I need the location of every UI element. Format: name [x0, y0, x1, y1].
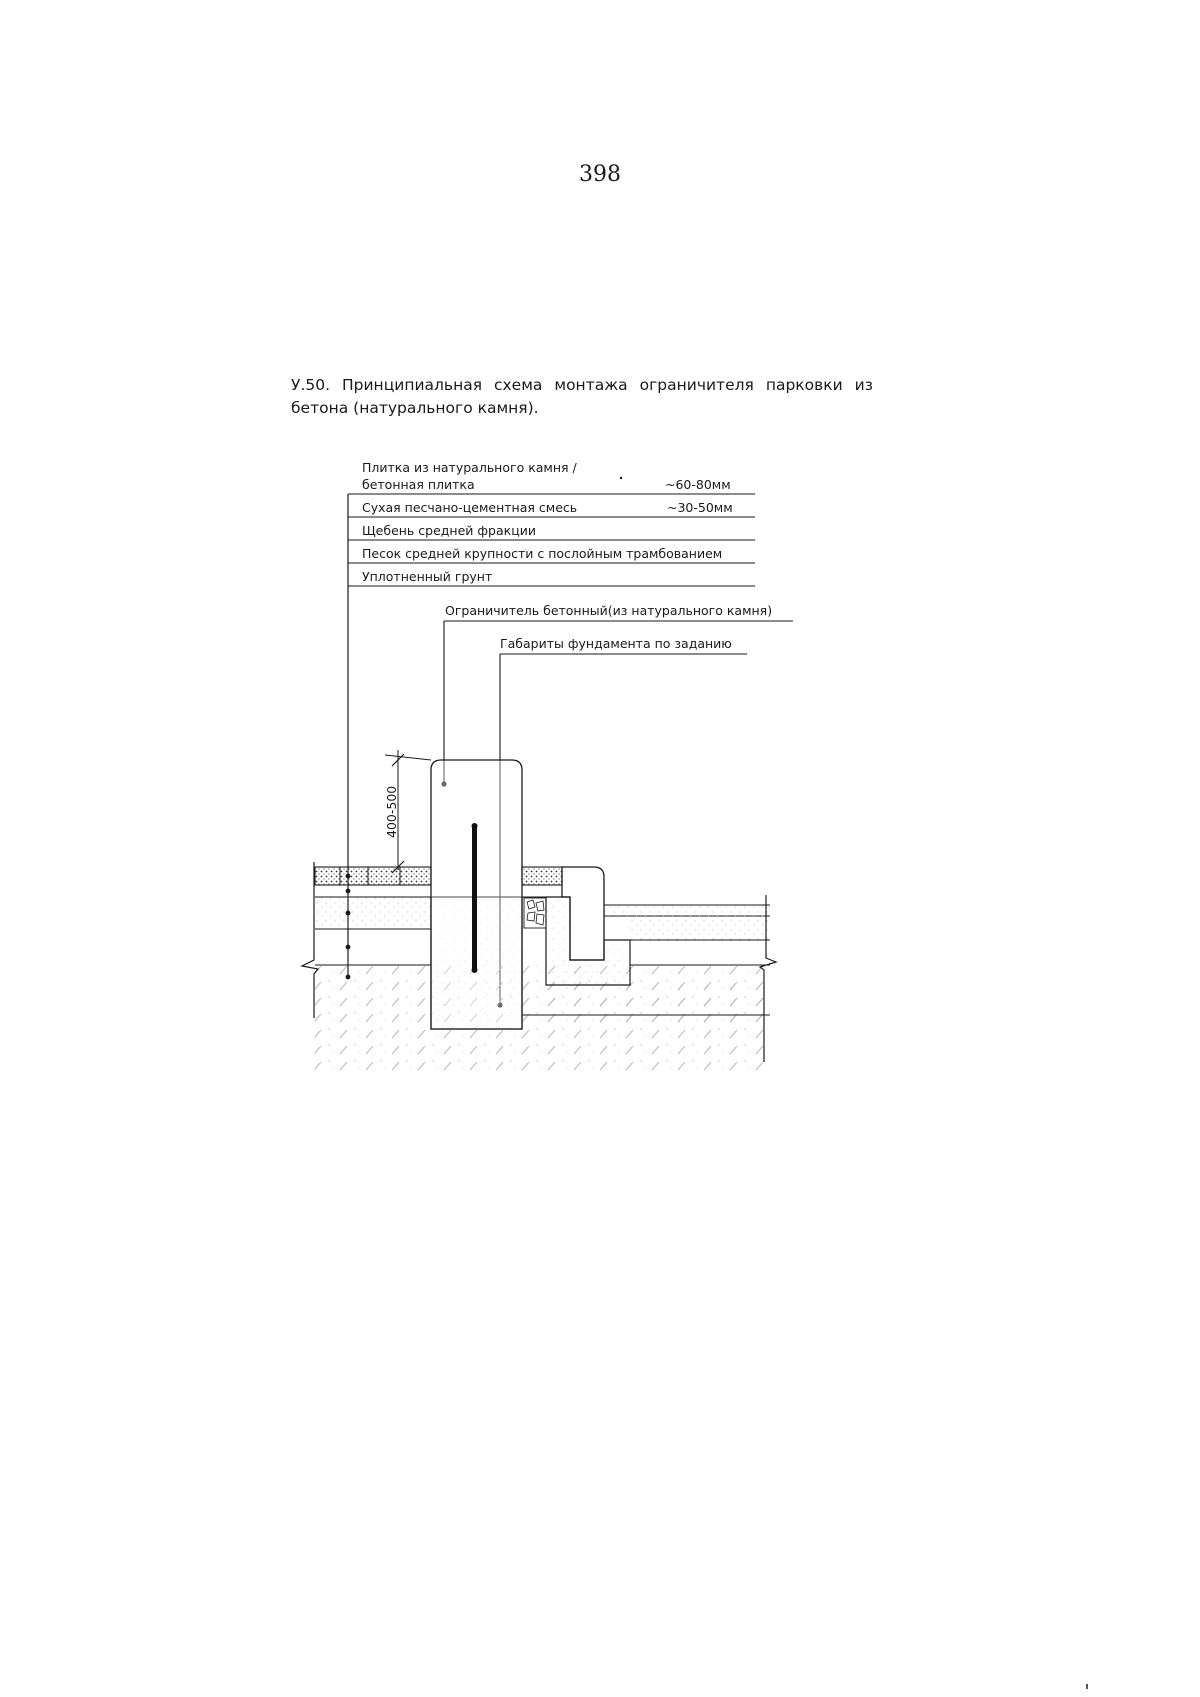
tile-layer-right	[522, 867, 562, 885]
foundation-callout-label: Габариты фундамента по заданию	[500, 636, 732, 651]
layer-dot-mix	[346, 889, 351, 894]
layer-sand-label: Песок средней крупности с послойным трамбованием	[362, 546, 723, 561]
layer-gravel-label: Щебень средней фракции	[362, 523, 536, 538]
rebar	[472, 826, 477, 970]
cross-section	[302, 750, 776, 1073]
layer-dot-gravel	[346, 911, 351, 916]
layer-dot-soil	[346, 975, 351, 980]
page-number: 398	[579, 162, 621, 187]
layer-tile-label-line2: бетонная плитка	[362, 477, 475, 492]
layer-mix-label: Сухая песчано-цементная смесь	[362, 500, 578, 515]
limiter-callout-label: Ограничитель бетонный(из натурального камня)	[445, 603, 773, 618]
speck	[620, 477, 622, 479]
layer-tile-thickness: ~60-80мм	[665, 477, 731, 492]
scan-speck	[1086, 1684, 1088, 1689]
layer-mix-thickness: ~30-50мм	[667, 500, 733, 515]
tile-layer-left	[315, 867, 431, 885]
layer-soil-label: Уплотненный грунт	[362, 569, 493, 584]
height-dimension	[384, 750, 431, 873]
figure-caption: У.50. Принципиальная схема монтажа ограничителя парковки из бетона (натурального камня).	[291, 376, 873, 417]
crushed-stone-fill	[524, 898, 546, 928]
dimension-label: 400-500	[384, 785, 399, 838]
layer-dot-sand	[346, 945, 351, 950]
layer-dot-tile	[346, 874, 351, 879]
layer-tile-label-line1: Плитка из натурального камня /	[362, 460, 577, 475]
